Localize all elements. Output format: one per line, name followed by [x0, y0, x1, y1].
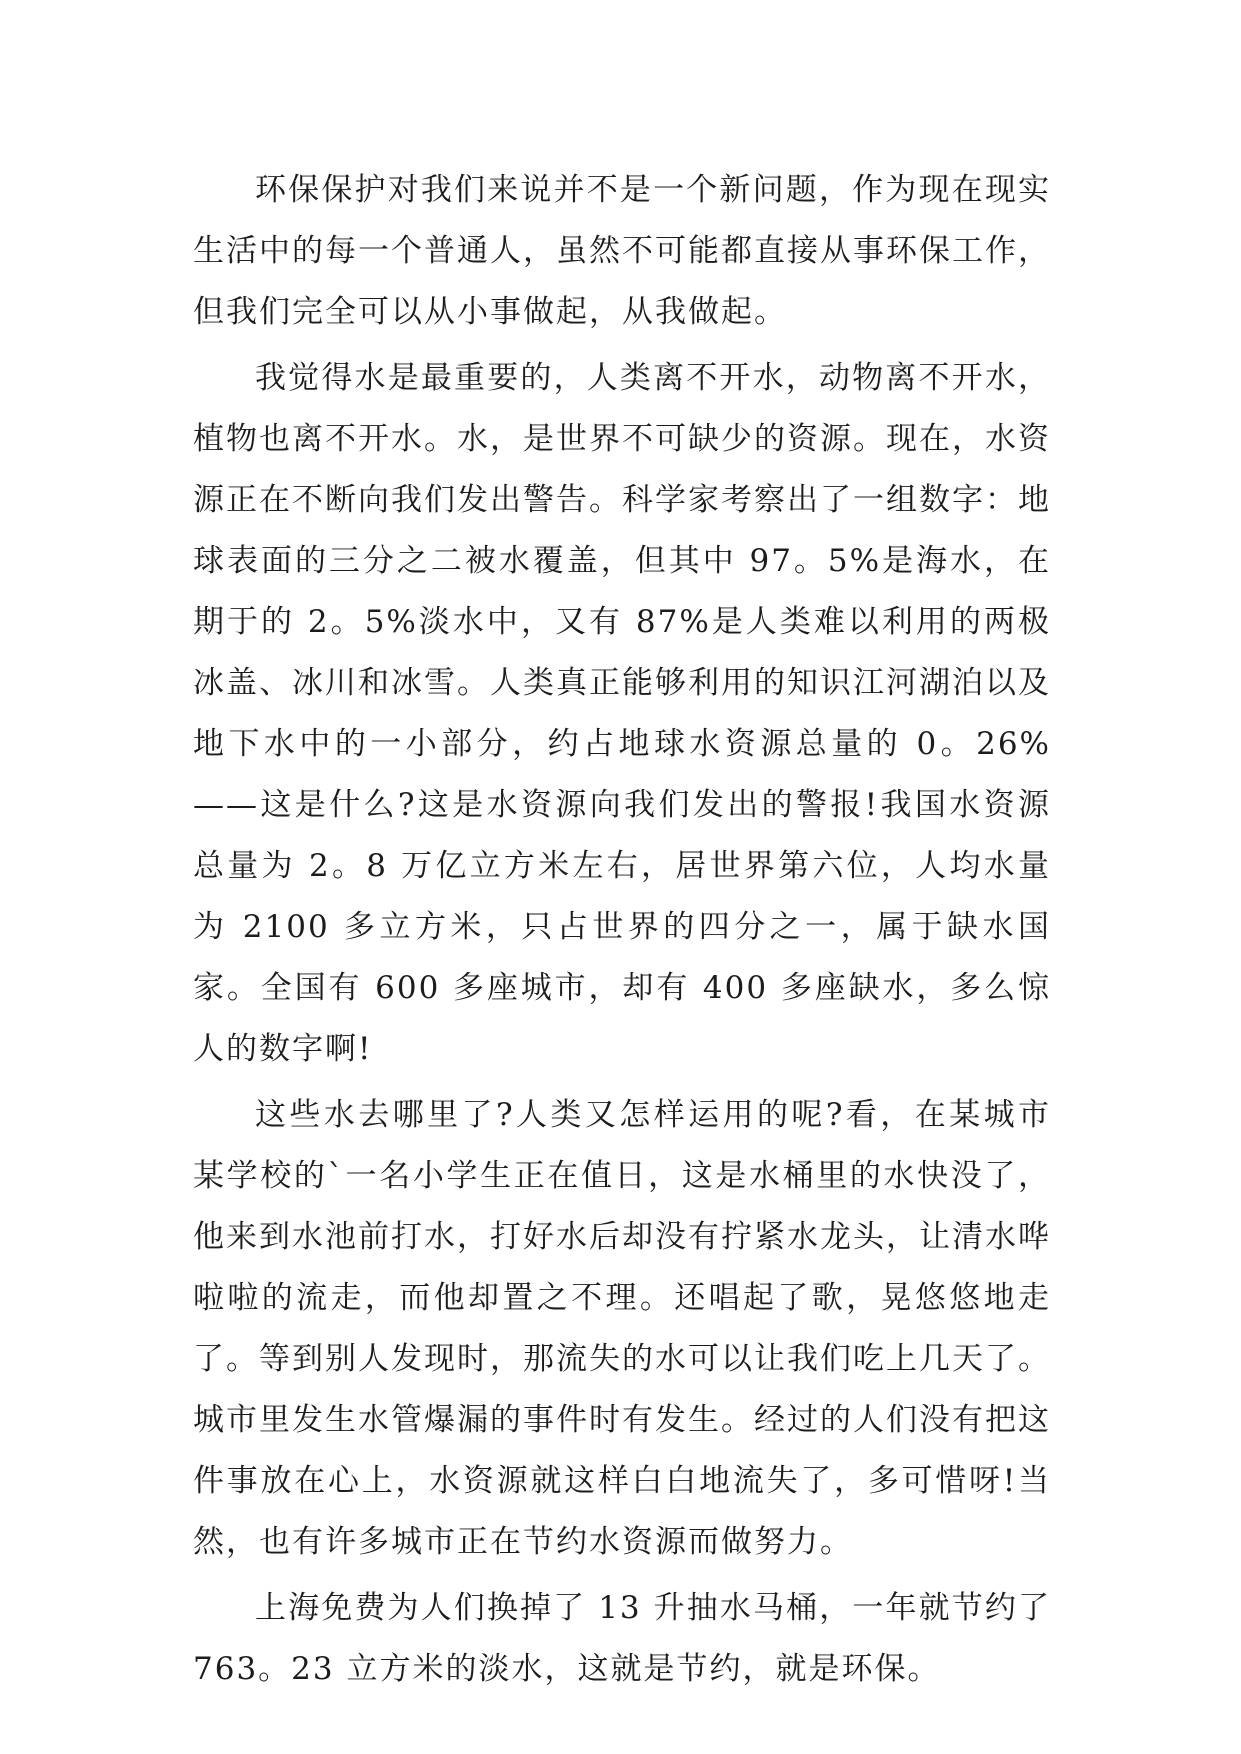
paragraph-water-statistics: 我觉得水是最重要的，人类离不开水，动物离不开水，植物也离不开水。水，是世界不可缺少的资源。现在，水资源正在不断向我们发出警告。科学家考察出了一组数字：地球表面的三分之二被水覆盖，但其中 97。5%是海水，在期于的 2。5%淡水中，又有 87%是人类难以利用的两极冰盖、冰川和冰雪。人类真正能够利用的知识江河湖泊以及地下水中的一小部分，约占地球水资源总量的 0。26%——这是什么?这是水资源向我们发出的警报!我国水资源总量为 2。8 万亿立方米左右，居世界第六位，人均水量为 2100 多立方米，只占世界的四分之一，属于缺水国家。全国有 600 多座城市，却有 400 多座缺水，多么惊人的数字啊!: [193, 360, 1051, 1067]
paragraph-shanghai-example: 上海免费为人们换掉了 13 升抽水马桶，一年就节约了 763。23 立方米的淡水，这就是节约，就是环保。: [193, 1590, 1051, 1687]
paragraph-intro: 环保保护对我们来说并不是一个新问题，作为现在现实生活中的每一个普通人，虽然不可能都直接从事环保工作，但我们完全可以从小事做起，从我做起。: [193, 172, 1051, 330]
paragraph-water-waste: 这些水去哪里了?人类又怎样运用的呢?看，在某城市某学校的`一名小学生正在值日，这是水桶里的水快没了，他来到水池前打水，打好水后却没有拧紧水龙头，让清水哗啦啦的流走，而他却置之不理。还唱起了歌，晃悠悠地走了。等到别人发现时，那流失的水可以让我们吃上几天了。城市里发生水管爆漏的事件时有发生。经过的人们没有把这件事放在心上，水资源就这样白白地流失了，多可惜呀!当然，也有许多城市正在节约水资源而做努力。: [193, 1097, 1051, 1560]
document-body: [193, 160, 1051, 1705]
